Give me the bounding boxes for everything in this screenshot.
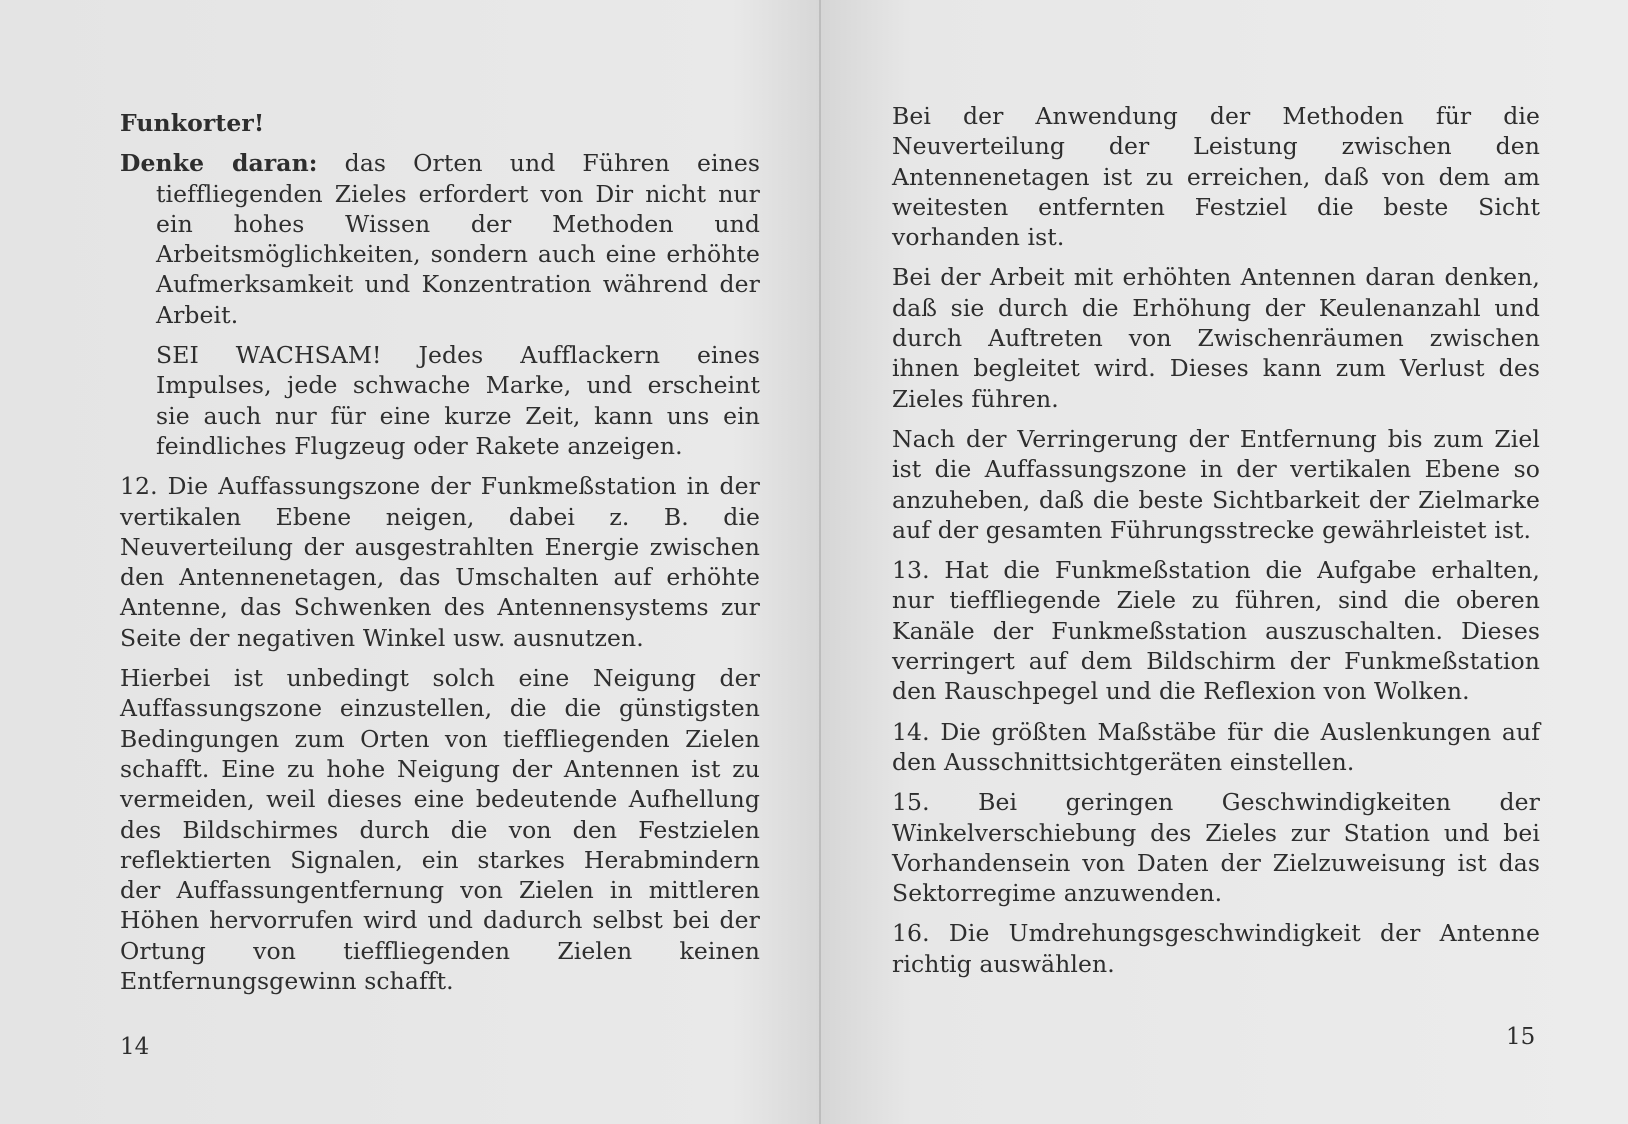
reminder-label: Denke daran: [120,149,318,178]
item-12-continuation: Hierbei ist unbedingt solch eine Neigung der Auffassungszone einzustellen, die die günstigsten Bedingungen zum Orten von tieffliegenden Zielen schafft. Eine zu hohe Neigung der Antennen ist zu vermeiden, weil dieses eine bedeutende Aufhellung des Bildschirmes durch die von den Festzielen reflektierten Signalen, ein starkes Herabmindern der Auffassungentfernung von Zielen in mittleren Höhen hervorrufen wird und dadurch selbst bei der Ortung von tieffliegenden Zielen keinen Entfernungsgewinn schafft. [120,664,760,996]
item-12-paragraph: 12. Die Auffassungszone der Funkmeßstation in der vertikalen Ebene neigen, dabei z. B. die Neuverteilung der ausgestrahlten Energie zwischen den Antennenetagen, das Umschalten auf erhöhte Antenne, das Schwenken des Antennensystems zur Seite der negativen Winkel usw. ausnutzen. [120,472,760,652]
page-heading: Funkorter! [120,109,265,137]
item-15-paragraph: 15. Bei geringen Geschwindigkeiten der Winkelverschiebung des Zieles zur Station und bei Vorhandensein von Daten der Zielzuweisung ist das Sektorregime anzuwenden. [892,788,1540,908]
paragraph-raised-antennas: Bei der Arbeit mit erhöhten Antennen daran denken, daß sie durch die Erhöhung der Keulenanzahl und durch Auftreten von Zwischenräumen zwischen ihnen begleitet wird. Dieses kann zum Verlust des Zieles führen. [892,263,1540,413]
page-number-right: 15 [1506,1024,1536,1050]
reminder-text: das Orten und Führen eines tieffliegenden Zieles erfordert von Dir nicht nur ein hohes Wissen der Methoden und Arbeitsmöglichkeiten, sondern auch eine erhöhte Aufmerksamkeit und Konzentration während der Arbeit. [156,149,760,329]
page-number-left: 14 [120,1034,150,1060]
item-16-paragraph: 16. Die Umdrehungsgeschwindigkeit der Antenne richtig auswählen. [892,919,1540,978]
paragraph-range-reduction: Nach der Verringerung der Entfernung bis zum Ziel ist die Auffassungszone in der vertikalen Ebene so anzuheben, daß die beste Sichtbarkeit der Zielmarke auf der gesamten Führungsstrecke gewährleistet ist. [892,424,1540,544]
right-page-text [892,101,1540,989]
item-14-paragraph: 14. Die größten Maßstäbe für die Auslenkungen auf den Ausschnittsichtgeräten einstellen. [892,717,1540,776]
item-13-paragraph: 13. Hat die Funkmeßstation die Aufgabe erhalten, nur tieffliegende Ziele zu führen, sind die oberen Kanäle der Funkmeßstation auszuschalten. Dieses verringert auf dem Bildschirm der Funkmeßstation den Rauschpegel und die Reflexion von Wolken. [892,556,1540,706]
paragraph-redistribution: Bei der Anwendung der Methoden für die Neuverteilung der Leistung zwischen den Antennenetagen ist zu erreichen, daß von dem am weitesten entfernten Festziel die beste Sicht vorhanden ist. [892,102,1540,252]
reminder-paragraph [120,148,760,330]
right-page [822,0,1628,1124]
warning-paragraph: SEI WACHSAM! Jedes Aufflackern eines Impulses, jede schwache Marke, und erscheint sie auch nur für eine kurze Zeit, kann uns ein feindliches Flugzeug oder Rakete anzeigen. [156,341,760,460]
left-page-text [120,108,760,1006]
